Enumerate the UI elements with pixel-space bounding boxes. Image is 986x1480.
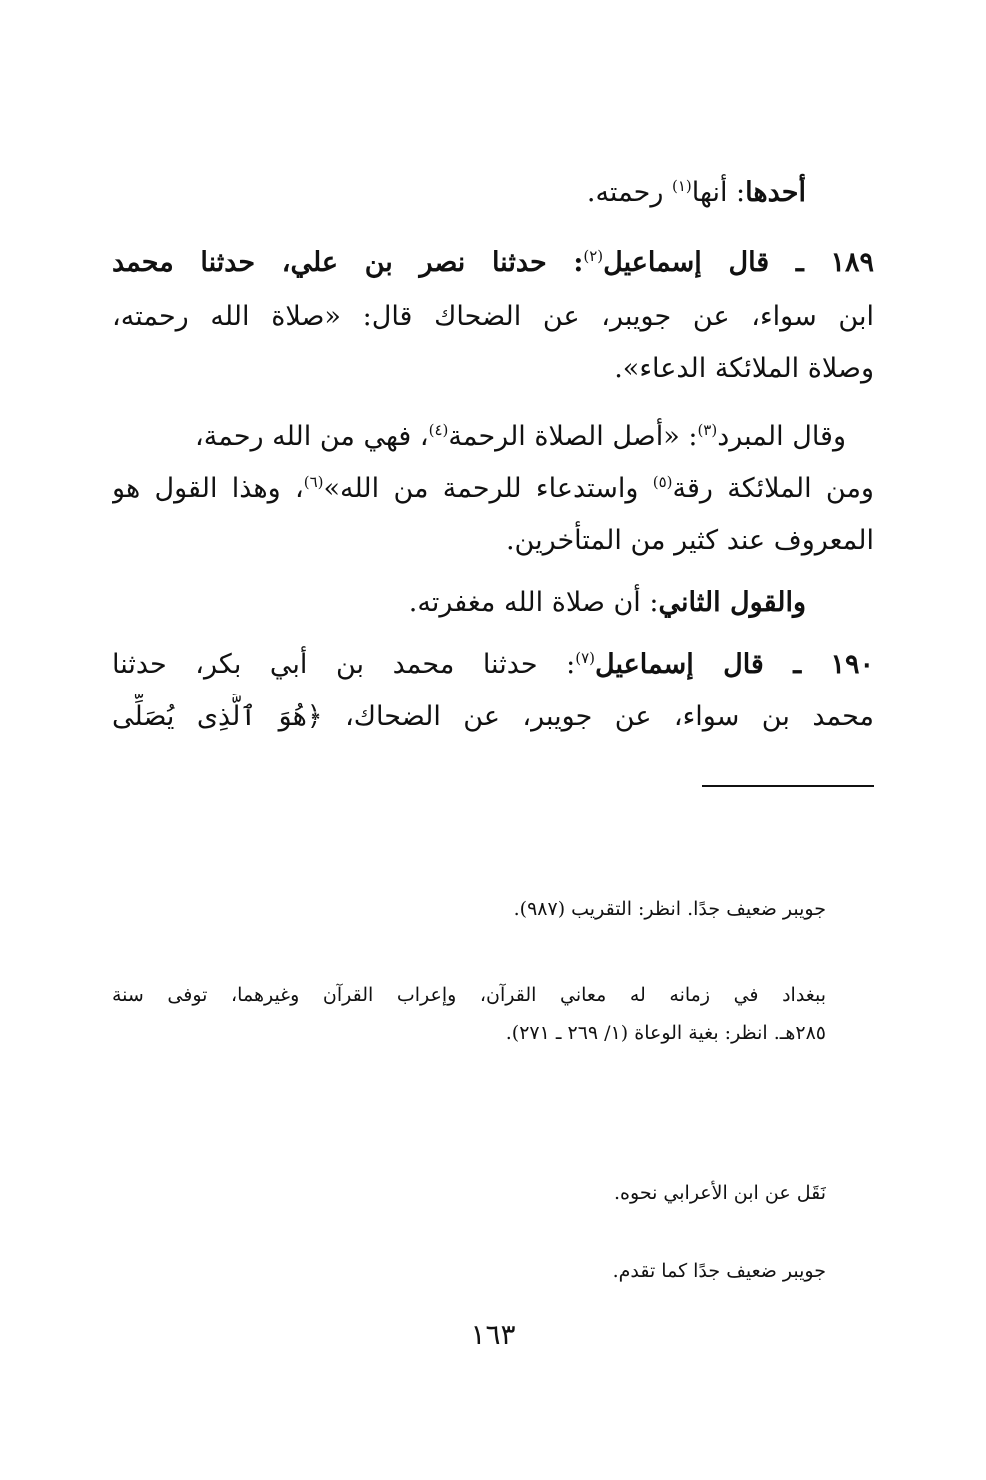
footnote-6-cont: نَقَل عن ابن الأعرابي نحوه. bbox=[614, 1182, 826, 1204]
text-line-9: ١٩٠ ـ قال إسماعيل$^{(٧)}$: حدثنا محمد بن أبي بكر، حدثنا bbox=[112, 649, 874, 680]
footnote-3-cont-2: ٢٨٥هـ. انظر: بغية الوعاة (١/ ٢٦٩ ـ ٢٧١). bbox=[505, 1022, 826, 1044]
page-number: ١٦٣ bbox=[470, 1318, 516, 1351]
text-line-5: وقال المبرد$^{(٣)}$: «أصل الصلاة الرحمة$^{(٤)}$، فهي من الله رحمة، bbox=[195, 421, 846, 452]
text-line-8: والقول الثاني: أن صلاة الله مغفرته. bbox=[408, 587, 806, 618]
footnote-separator bbox=[702, 785, 874, 787]
footnote-3-cont-1: ببغداد في زمانه له معاني القرآن، وإعراب القرآن وغيرهما، توفى سنة bbox=[112, 984, 826, 1006]
text-line-3: ابن سواء، عن جويبر، عن الضحاك قال: «صلاة الله رحمته، bbox=[112, 301, 874, 332]
text-line-6: ومن الملائكة رقة$^{(٥)}$ واستدعاء للرحمة من الله»$^{(٦)}$، وهذا القول هو bbox=[112, 473, 874, 504]
footnote-2-cont: جويبر ضعيف جدًا. انظر: التقريب (٩٨٧). bbox=[513, 898, 826, 920]
text-line-2: ١٨٩ ـ قال إسماعيل$^{(٢)}$: حدثنا نصر بن علي، حدثنا محمد bbox=[112, 247, 874, 278]
text-line-4: وصلاة الملائكة الدعاء». bbox=[614, 353, 874, 384]
text-line-10: محمد بن سواء، عن جويبر، عن الضحاك، ﴿هُوَ ٱلَّذِى يُصَلِّى bbox=[112, 701, 874, 732]
text-line-7: المعروف عند كثير من المتأخرين. bbox=[505, 525, 874, 556]
footnote-7-cont: جويبر ضعيف جدًا كما تقدم. bbox=[612, 1260, 826, 1282]
text-line-1: أحدها: أنها$^{(١)}$ رحمته. bbox=[586, 177, 806, 208]
